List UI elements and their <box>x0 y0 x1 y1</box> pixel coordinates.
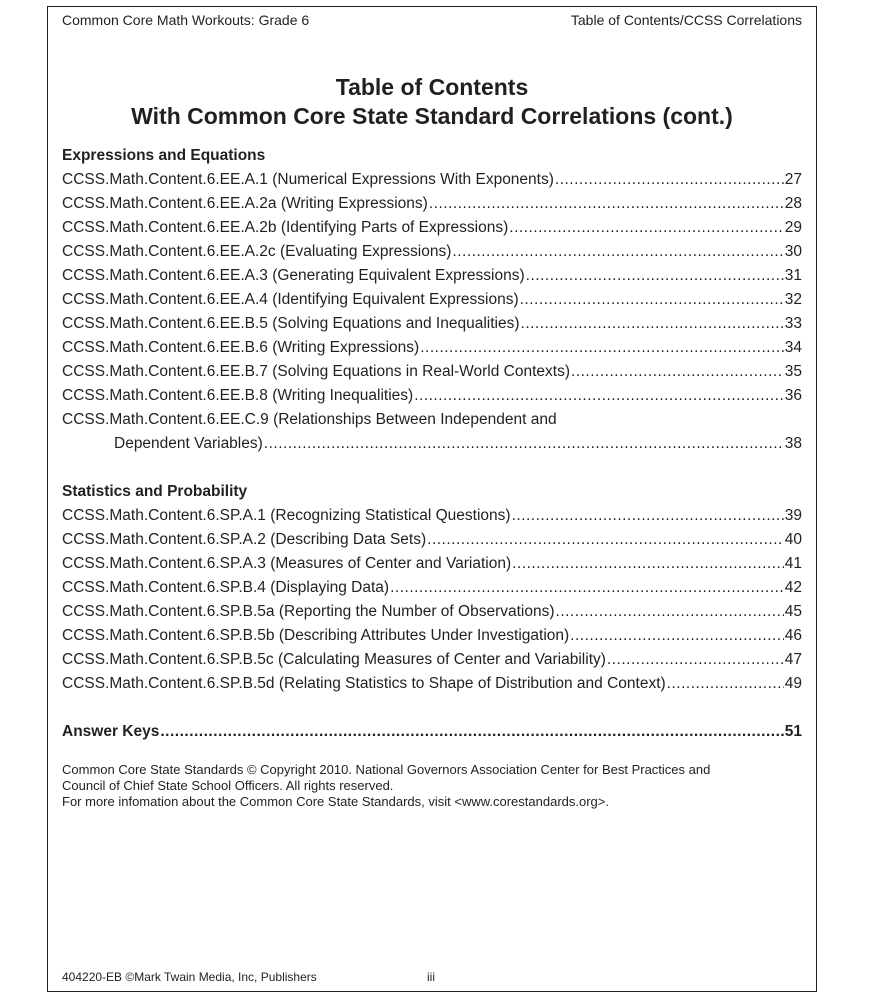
dot-leader <box>420 336 784 360</box>
toc-entry-page: 40 <box>784 531 802 548</box>
toc-entry <box>62 312 802 336</box>
toc-entry-page: 29 <box>784 219 802 236</box>
toc-entry-label: CCSS.Math.Content.6.SP.A.3 (Measures of Center and Variation) <box>62 555 512 572</box>
page-title-line-1: Table of Contents <box>335 74 529 100</box>
toc-entry <box>62 528 802 552</box>
toc-entry-page: 41 <box>784 555 802 572</box>
toc-entry <box>62 288 802 312</box>
section-heading-expressions-equations: Expressions and Equations <box>62 147 266 164</box>
toc-entry-page: 31 <box>784 267 802 284</box>
dot-leader <box>512 504 784 528</box>
running-header <box>62 12 802 28</box>
toc-entry-label: CCSS.Math.Content.6.SP.B.5c (Calculating Measures of Center and Variability) <box>62 651 606 668</box>
toc-entry-wrapped-first-line: CCSS.Math.Content.6.EE.C.9 (Relationships Between Independent and <box>62 411 557 428</box>
dot-leader <box>521 312 784 336</box>
dot-leader <box>452 240 783 264</box>
page-frame <box>47 6 817 992</box>
toc-entry-label: CCSS.Math.Content.6.EE.A.2c (Evaluating Expressions) <box>62 243 452 260</box>
toc-entry-page: 35 <box>784 363 802 380</box>
toc-entry-label: CCSS.Math.Content.6.EE.B.6 (Writing Expressions) <box>62 339 420 356</box>
toc-entry-page: 49 <box>784 675 802 692</box>
dot-leader <box>607 648 784 672</box>
toc-entry-page: 42 <box>784 579 802 596</box>
toc-entry <box>62 600 802 624</box>
toc-entry-label: CCSS.Math.Content.6.EE.A.2b (Identifying Parts of Expressions) <box>62 219 509 236</box>
copyright-line: Council of Chief State School Officers. All rights reserved. <box>62 778 394 793</box>
section-spacer <box>62 456 802 480</box>
toc-entry-label: CCSS.Math.Content.6.SP.B.5b (Describing Attributes Under Investigation) <box>62 627 570 644</box>
toc-entry-label: CCSS.Math.Content.6.EE.A.1 (Numerical Expressions With Exponents) <box>62 171 554 188</box>
dot-leader <box>429 192 784 216</box>
dot-leader <box>160 720 783 744</box>
toc-entry-page: 34 <box>784 339 802 356</box>
dot-leader <box>556 600 784 624</box>
dot-leader <box>667 672 784 696</box>
toc-entry <box>62 360 802 384</box>
running-footer <box>62 968 802 984</box>
toc-entry <box>62 672 802 696</box>
toc-entry-page: 47 <box>784 651 802 668</box>
section-heading-statistics-probability: Statistics and Probability <box>62 483 248 500</box>
section-spacer <box>62 696 802 720</box>
toc-entry-label: CCSS.Math.Content.6.EE.A.4 (Identifying Equivalent Expressions) <box>62 291 519 308</box>
toc-entry-label: CCSS.Math.Content.6.EE.B.7 (Solving Equations in Real-World Contexts) <box>62 363 571 380</box>
toc-entry-page: 46 <box>784 627 802 644</box>
toc-entry-page: 39 <box>784 507 802 524</box>
toc-entry <box>62 504 802 528</box>
toc-entry <box>62 216 802 240</box>
toc-entry-label: CCSS.Math.Content.6.EE.A.2a (Writing Expressions) <box>62 195 428 212</box>
dot-leader <box>570 624 784 648</box>
toc-entry-label: Answer Keys <box>62 723 160 740</box>
copyright-line: For more infomation about the Common Core State Standards, visit <www.corestandards.org>. <box>62 794 609 809</box>
footer-page-number: iii <box>427 970 435 984</box>
dot-leader <box>571 360 784 384</box>
toc-entry-page: 30 <box>784 243 802 260</box>
toc-entry-label: CCSS.Math.Content.6.EE.B.8 (Writing Inequalities) <box>62 387 414 404</box>
toc-entry <box>62 384 802 408</box>
toc-entry-label: CCSS.Math.Content.6.SP.B.4 (Displaying Data) <box>62 579 390 596</box>
toc-entry-page: 28 <box>784 195 802 212</box>
dot-leader <box>526 264 784 288</box>
dot-leader <box>427 528 784 552</box>
toc-entry <box>62 336 802 360</box>
toc-entry <box>62 168 802 192</box>
toc-entry-label: CCSS.Math.Content.6.SP.A.1 (Recognizing Statistical Questions) <box>62 507 511 524</box>
toc-entry-page: 45 <box>784 603 802 620</box>
page-title-line-2: With Common Core State Standard Correlations (cont.) <box>131 103 733 129</box>
toc-entry-page: 36 <box>784 387 802 404</box>
dot-leader <box>555 168 784 192</box>
toc-entry <box>62 264 802 288</box>
header-section-title: Table of Contents/CCSS Correlations <box>570 12 802 28</box>
toc-content <box>62 144 802 810</box>
toc-entry-page: 32 <box>784 291 802 308</box>
toc-entry-page: 38 <box>784 435 802 452</box>
toc-entry <box>62 240 802 264</box>
toc-entry <box>62 576 802 600</box>
toc-entry-page: 27 <box>784 171 802 188</box>
toc-entry-page: 33 <box>784 315 802 332</box>
dot-leader <box>520 288 784 312</box>
toc-entry-label: CCSS.Math.Content.6.EE.B.5 (Solving Equations and Inequalities) <box>62 315 520 332</box>
toc-entry-label: CCSS.Math.Content.6.SP.B.5a (Reporting the Number of Observations) <box>62 603 555 620</box>
toc-entry-page: 51 <box>784 723 802 740</box>
toc-entry-answer-keys <box>62 720 802 744</box>
dot-leader <box>414 384 784 408</box>
toc-entry <box>62 192 802 216</box>
toc-entry-wrapped-second-line <box>62 432 802 456</box>
toc-entry <box>62 648 802 672</box>
toc-entry-label: Dependent Variables) <box>114 435 263 452</box>
footer-publisher: 404220-EB ©Mark Twain Media, Inc, Publishers <box>62 970 317 984</box>
toc-entry-label: CCSS.Math.Content.6.EE.A.3 (Generating Equivalent Expressions) <box>62 267 525 284</box>
toc-entry-label: CCSS.Math.Content.6.SP.A.2 (Describing Data Sets) <box>62 531 427 548</box>
dot-leader <box>509 216 783 240</box>
header-book-title: Common Core Math Workouts: Grade 6 <box>62 12 310 28</box>
toc-entry <box>62 624 802 648</box>
dot-leader <box>390 576 784 600</box>
page-title <box>48 73 816 131</box>
copyright-line: Common Core State Standards © Copyright 2010. National Governors Association Center for Best Practices and <box>62 762 711 777</box>
dot-leader <box>512 552 784 576</box>
dot-leader <box>264 432 784 456</box>
copyright-notice <box>62 762 802 810</box>
toc-entry-label: CCSS.Math.Content.6.SP.B.5d (Relating Statistics to Shape of Distribution and Context) <box>62 675 666 692</box>
toc-entry <box>62 552 802 576</box>
